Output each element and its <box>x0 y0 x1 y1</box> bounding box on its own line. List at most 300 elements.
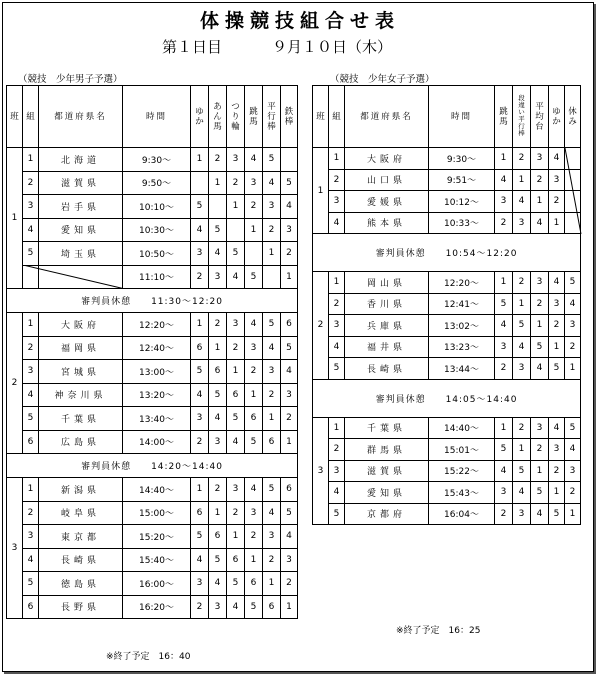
girls-rotation-cell: 1 <box>565 503 581 525</box>
boys-rotation-cell: 1 <box>281 595 298 619</box>
girls-rotation-cell: 1 <box>531 191 549 213</box>
boys-rotation-cell: 4 <box>245 148 263 172</box>
girls-rotation-cell: 4 <box>531 503 549 525</box>
boys-rotation-cell: 3 <box>191 407 209 431</box>
girls-rotation-cell <box>565 148 581 170</box>
girls-time-cell: 10:33～ <box>429 212 495 234</box>
girls-rotation-cell: 3 <box>565 460 581 482</box>
boys-rotation-cell: 4 <box>281 525 298 549</box>
girls-rotation-cell: 1 <box>513 169 531 191</box>
girls-rotation-cell: 2 <box>549 191 565 213</box>
boys-rotation-cell: 4 <box>263 501 281 525</box>
girls-pref-cell: 福井県 <box>345 336 429 358</box>
boys-rotation-cell: 2 <box>263 383 281 407</box>
boys-rotation-cell: 4 <box>227 265 245 289</box>
girls-judge-break: 審判員休憩 10:54～12:20 <box>313 234 581 272</box>
girls-rotation-cell: 2 <box>513 148 531 170</box>
boys-time-cell: 15:20～ <box>123 525 191 549</box>
girls-pref-cell: 長崎県 <box>345 358 429 380</box>
boys-rotation-cell: 4 <box>209 407 227 431</box>
boys-rotation-cell: 2 <box>245 195 263 219</box>
boys-pref-cell: 愛知県 <box>39 218 123 242</box>
table-row <box>7 383 298 407</box>
table-row <box>7 478 298 502</box>
boys-pref-header: 都道府県名 <box>39 86 123 148</box>
table-row <box>7 430 298 454</box>
boys-rotation-cell: 1 <box>209 171 227 195</box>
girls-rotation-cell: 3 <box>549 439 565 461</box>
table-row <box>7 407 298 431</box>
boys-rotation-cell: 5 <box>281 336 298 360</box>
boys-kumi-cell: 6 <box>23 595 39 619</box>
table-row <box>7 360 298 384</box>
girls-kumi-cell: 4 <box>329 482 345 504</box>
boys-pref-cell: 徳島県 <box>39 572 123 596</box>
boys-pref-cell: 宮城県 <box>39 360 123 384</box>
boys-time-cell: 16:00～ <box>123 572 191 596</box>
girls-rotation-cell: 2 <box>531 169 549 191</box>
girls-rotation-cell: 4 <box>531 212 549 234</box>
boys-rotation-cell: 6 <box>245 572 263 596</box>
girls-rotation-cell: 5 <box>495 293 513 315</box>
boys-han-cell: 3 <box>7 478 23 619</box>
girls-pref-cell: 大阪府 <box>345 148 429 170</box>
girls-kumi-cell: 2 <box>329 293 345 315</box>
girls-time-cell: 16:04～ <box>429 503 495 525</box>
boys-pref-cell <box>39 265 123 289</box>
girls-rotation-cell: 2 <box>549 315 565 337</box>
boys-rotation-cell: 3 <box>245 501 263 525</box>
girls-rotation-cell: 4 <box>495 169 513 191</box>
boys-apparatus-header-1: あん馬 <box>209 86 227 148</box>
page-title: 体操競技組合せ表 <box>199 10 400 32</box>
boys-time-cell: 9:50～ <box>123 171 191 195</box>
table-row <box>7 572 298 596</box>
boys-rotation-cell: 2 <box>281 572 298 596</box>
table-row <box>313 169 581 191</box>
boys-rotation-cell: 5 <box>209 548 227 572</box>
girls-apparatus-header-0: 跳馬 <box>495 86 513 148</box>
boys-rotation-cell: 1 <box>227 525 245 549</box>
table-row <box>313 148 581 170</box>
boys-pref-cell: 東京都 <box>39 525 123 549</box>
boys-time-cell: 13:00～ <box>123 360 191 384</box>
girls-rotation-cell: 2 <box>531 293 549 315</box>
boys-rotation-cell: 6 <box>281 478 298 502</box>
girls-rotation-cell: 3 <box>531 148 549 170</box>
boys-rotation-cell: 1 <box>191 148 209 172</box>
girls-schedule-table <box>312 85 581 525</box>
boys-han-cell: 2 <box>7 313 23 454</box>
boys-rotation-cell: 5 <box>191 195 209 219</box>
boys-judge-break: 審判員休憩 11:30～12:20 <box>7 289 298 313</box>
boys-kumi-header: 組 <box>23 86 39 148</box>
boys-kumi-cell: 5 <box>23 407 39 431</box>
girls-rotation-cell: 5 <box>565 417 581 439</box>
girls-kumi-cell: 1 <box>329 417 345 439</box>
boys-pref-cell: 千葉県 <box>39 407 123 431</box>
girls-rotation-cell: 4 <box>549 148 565 170</box>
boys-rotation-cell <box>191 171 209 195</box>
boys-rotation-cell: 3 <box>281 383 298 407</box>
table-row <box>7 195 298 219</box>
boys-rotation-cell: 4 <box>209 572 227 596</box>
boys-rotation-cell: 2 <box>245 525 263 549</box>
boys-rotation-cell: 6 <box>209 525 227 549</box>
girls-time-cell: 15:01～ <box>429 439 495 461</box>
girls-rotation-cell: 1 <box>495 272 513 294</box>
girls-rotation-cell: 4 <box>513 482 531 504</box>
table-row <box>313 191 581 213</box>
boys-rotation-cell: 2 <box>191 595 209 619</box>
girls-rotation-cell: 4 <box>565 439 581 461</box>
boys-rotation-cell: 3 <box>209 430 227 454</box>
girls-han-header: 班 <box>313 86 329 148</box>
girls-rotation-cell: 3 <box>495 336 513 358</box>
boys-rotation-cell: 1 <box>281 265 298 289</box>
boys-rotation-cell: 1 <box>209 336 227 360</box>
girls-kumi-cell: 1 <box>329 148 345 170</box>
boys-rotation-cell: 3 <box>191 572 209 596</box>
boys-rotation-cell: 5 <box>263 313 281 337</box>
table-row <box>7 336 298 360</box>
girls-rotation-cell: 5 <box>549 503 565 525</box>
boys-rotation-cell: 3 <box>227 313 245 337</box>
boys-rotation-cell: 5 <box>227 572 245 596</box>
table-row <box>7 595 298 619</box>
boys-rotation-cell: 1 <box>191 313 209 337</box>
boys-rotation-cell <box>263 265 281 289</box>
boys-rotation-cell: 2 <box>227 336 245 360</box>
boys-rotation-cell: 1 <box>263 407 281 431</box>
boys-rotation-cell: 3 <box>263 195 281 219</box>
boys-rotation-cell: 3 <box>245 171 263 195</box>
boys-rotation-cell: 2 <box>209 478 227 502</box>
girls-time-cell: 14:40～ <box>429 417 495 439</box>
boys-time-cell: 9:30～ <box>123 148 191 172</box>
table-row <box>313 358 581 380</box>
boys-pref-cell: 岩手県 <box>39 195 123 219</box>
boys-rotation-cell: 4 <box>227 595 245 619</box>
boys-rotation-cell: 6 <box>281 313 298 337</box>
boys-pref-cell: 福岡県 <box>39 336 123 360</box>
girls-rotation-cell: 3 <box>513 503 531 525</box>
boys-rotation-cell: 4 <box>191 383 209 407</box>
girls-rotation-cell: 2 <box>549 460 565 482</box>
boys-rotation-cell: 1 <box>245 218 263 242</box>
girls-rotation-cell: 3 <box>495 482 513 504</box>
boys-rotation-cell: 5 <box>281 501 298 525</box>
girls-rotation-cell: 3 <box>565 315 581 337</box>
boys-kumi-cell: 5 <box>23 242 39 266</box>
girls-time-cell: 15:43～ <box>429 482 495 504</box>
boys-rotation-cell: 1 <box>227 360 245 384</box>
boys-pref-cell: 神奈川県 <box>39 383 123 407</box>
boys-rotation-cell: 3 <box>263 360 281 384</box>
table-row <box>7 242 298 266</box>
girls-pref-cell: 滋賀県 <box>345 460 429 482</box>
boys-kumi-cell: 1 <box>23 148 39 172</box>
boys-rotation-cell: 4 <box>209 242 227 266</box>
boys-apparatus-header-5: 鉄棒 <box>281 86 298 148</box>
table-row <box>313 293 581 315</box>
girls-rotation-cell: 2 <box>513 272 531 294</box>
boys-rotation-cell: 1 <box>263 242 281 266</box>
girls-time-cell: 15:22～ <box>429 460 495 482</box>
table-row <box>313 417 581 439</box>
girls-rotation-cell: 2 <box>495 503 513 525</box>
boys-rotation-cell: 1 <box>263 572 281 596</box>
boys-kumi-cell: 1 <box>23 478 39 502</box>
girls-rotation-cell: 5 <box>531 336 549 358</box>
girls-kumi-cell: 5 <box>329 358 345 380</box>
boys-time-cell: 10:50～ <box>123 242 191 266</box>
boys-rotation-cell: 5 <box>245 595 263 619</box>
boys-schedule-table <box>6 85 298 619</box>
girls-pref-cell: 群馬県 <box>345 439 429 461</box>
girls-rotation-cell: 2 <box>513 417 531 439</box>
girls-rotation-cell: 3 <box>549 169 565 191</box>
boys-rotation-cell: 2 <box>191 430 209 454</box>
boys-rotation-cell: 2 <box>209 313 227 337</box>
boys-rotation-cell: 5 <box>191 360 209 384</box>
girls-kumi-cell: 2 <box>329 169 345 191</box>
boys-rotation-cell: 3 <box>209 265 227 289</box>
girls-time-cell: 10:12～ <box>429 191 495 213</box>
boys-rotation-cell: 5 <box>281 171 298 195</box>
boys-rotation-cell: 6 <box>191 501 209 525</box>
boys-rotation-cell: 4 <box>227 430 245 454</box>
boys-rotation-cell: 1 <box>227 195 245 219</box>
girls-rotation-cell: 3 <box>531 417 549 439</box>
boys-kumi-cell: 4 <box>23 383 39 407</box>
boys-rotation-cell: 1 <box>245 383 263 407</box>
boys-kumi-cell <box>23 265 39 289</box>
girls-han-cell: 2 <box>313 272 329 380</box>
boys-rotation-cell: 3 <box>227 478 245 502</box>
table-row <box>313 460 581 482</box>
boys-kumi-cell: 2 <box>23 171 39 195</box>
boys-rotation-cell: 4 <box>281 195 298 219</box>
girls-rotation-cell: 1 <box>565 358 581 380</box>
girls-pref-cell: 兵庫県 <box>345 315 429 337</box>
boys-kumi-cell: 2 <box>23 336 39 360</box>
boys-time-header: 時間 <box>123 86 191 148</box>
girls-rotation-cell: 1 <box>549 482 565 504</box>
girls-time-cell: 9:30～ <box>429 148 495 170</box>
boys-rotation-cell: 3 <box>245 336 263 360</box>
girls-pref-cell: 愛知県 <box>345 482 429 504</box>
boys-rotation-cell: 2 <box>263 218 281 242</box>
girls-rotation-cell: 2 <box>531 439 549 461</box>
boys-caption: （競技 少年男子予選） <box>18 74 123 85</box>
boys-pref-cell: 埼玉県 <box>39 242 123 266</box>
boys-pref-cell: 北海道 <box>39 148 123 172</box>
boys-apparatus-header-3: 跳馬 <box>245 86 263 148</box>
boys-end-note: ※終了予定 16：40 <box>106 652 191 662</box>
boys-rotation-cell: 4 <box>191 218 209 242</box>
boys-kumi-cell: 5 <box>23 572 39 596</box>
girls-pref-cell: 山口県 <box>345 169 429 191</box>
boys-rotation-cell: 6 <box>209 360 227 384</box>
boys-rotation-cell: 4 <box>245 478 263 502</box>
girls-rotation-cell: 4 <box>549 272 565 294</box>
girls-rotation-cell: 2 <box>565 336 581 358</box>
boys-rotation-cell: 2 <box>245 360 263 384</box>
boys-time-cell: 14:00～ <box>123 430 191 454</box>
boys-rotation-cell: 1 <box>191 478 209 502</box>
boys-rotation-cell: 2 <box>191 265 209 289</box>
boys-rotation-cell: 3 <box>209 595 227 619</box>
boys-apparatus-header-0: ゆか <box>191 86 209 148</box>
boys-han-header: 班 <box>7 86 23 148</box>
boys-pref-cell: 大阪府 <box>39 313 123 337</box>
girls-rotation-cell: 2 <box>565 482 581 504</box>
boys-time-cell: 10:10～ <box>123 195 191 219</box>
boys-han-cell: 1 <box>7 148 23 289</box>
girls-kumi-cell: 3 <box>329 315 345 337</box>
girls-pref-cell: 千葉県 <box>345 417 429 439</box>
boys-rotation-cell: 5 <box>209 218 227 242</box>
girls-apparatus-header-2: 平均台 <box>531 86 549 148</box>
girls-rotation-cell: 4 <box>513 191 531 213</box>
girls-end-note: ※終了予定 16：25 <box>396 626 481 636</box>
boys-rotation-cell: 4 <box>245 313 263 337</box>
girls-time-cell: 13:44～ <box>429 358 495 380</box>
girls-rotation-cell <box>565 191 581 213</box>
table-row <box>7 501 298 525</box>
table-row <box>313 272 581 294</box>
boys-time-cell: 15:00～ <box>123 501 191 525</box>
girls-rotation-cell: 5 <box>549 358 565 380</box>
girls-time-cell: 9:51～ <box>429 169 495 191</box>
table-row <box>7 218 298 242</box>
day-label: 第１日目 <box>162 38 223 56</box>
boys-rotation-cell: 1 <box>209 501 227 525</box>
girls-rotation-cell: 4 <box>495 315 513 337</box>
boys-rotation-cell: 5 <box>191 525 209 549</box>
boys-rotation-cell <box>209 195 227 219</box>
girls-time-header: 時間 <box>429 86 495 148</box>
table-row <box>7 148 298 172</box>
girls-pref-cell: 岡山県 <box>345 272 429 294</box>
girls-rotation-cell: 2 <box>495 358 513 380</box>
table-row <box>7 171 298 195</box>
table-row <box>313 212 581 234</box>
boys-rotation-cell: 3 <box>281 548 298 572</box>
table-row <box>7 548 298 572</box>
boys-rotation-cell: 6 <box>263 595 281 619</box>
boys-apparatus-header-4: 平行棒 <box>263 86 281 148</box>
girls-rotation-cell: 5 <box>565 272 581 294</box>
girls-rotation-cell: 5 <box>513 460 531 482</box>
girls-kumi-cell: 1 <box>329 272 345 294</box>
table-row <box>7 265 298 289</box>
boys-kumi-cell: 3 <box>23 525 39 549</box>
boys-rotation-cell: 6 <box>227 383 245 407</box>
boys-kumi-cell: 6 <box>23 430 39 454</box>
boys-rotation-cell: 1 <box>245 548 263 572</box>
table-row <box>313 439 581 461</box>
girls-judge-break: 審判員休憩 14:05～14:40 <box>313 379 581 417</box>
date-label: ９月１０日（木） <box>272 38 393 56</box>
boys-rotation-cell: 4 <box>281 360 298 384</box>
girls-time-cell: 13:02～ <box>429 315 495 337</box>
girls-han-cell: 1 <box>313 148 329 234</box>
girls-time-cell: 12:41～ <box>429 293 495 315</box>
boys-kumi-cell: 2 <box>23 501 39 525</box>
table-row <box>7 525 298 549</box>
boys-pref-cell: 長崎県 <box>39 548 123 572</box>
boys-rotation-cell <box>227 218 245 242</box>
girls-kumi-cell: 5 <box>329 503 345 525</box>
girls-rotation-cell <box>565 212 581 234</box>
girls-rotation-cell: 5 <box>495 439 513 461</box>
boys-rotation-cell: 2 <box>281 242 298 266</box>
girls-time-cell: 12:20～ <box>429 272 495 294</box>
boys-time-cell: 10:30～ <box>123 218 191 242</box>
table-row <box>313 315 581 337</box>
girls-pref-cell: 京都府 <box>345 503 429 525</box>
girls-rotation-cell: 4 <box>531 358 549 380</box>
girls-rotation-cell: 1 <box>531 315 549 337</box>
girls-rotation-cell: 3 <box>513 358 531 380</box>
boys-time-cell: 12:20～ <box>123 313 191 337</box>
boys-rotation-cell <box>245 242 263 266</box>
boys-rotation-cell: 6 <box>245 407 263 431</box>
girls-rotation-cell: 4 <box>565 293 581 315</box>
boys-rotation-cell: 3 <box>227 148 245 172</box>
girls-kumi-cell: 3 <box>329 191 345 213</box>
table-row <box>313 503 581 525</box>
boys-rotation-cell: 6 <box>227 548 245 572</box>
boys-rotation-cell: 2 <box>281 407 298 431</box>
girls-rotation-cell: 5 <box>531 482 549 504</box>
girls-kumi-header: 組 <box>329 86 345 148</box>
boys-time-cell: 11:10～ <box>123 265 191 289</box>
boys-time-cell: 13:20～ <box>123 383 191 407</box>
girls-rotation-cell: 2 <box>495 212 513 234</box>
girls-rotation-cell: 1 <box>531 460 549 482</box>
boys-kumi-cell: 3 <box>23 195 39 219</box>
boys-rotation-cell: 4 <box>263 336 281 360</box>
girls-kumi-cell: 4 <box>329 212 345 234</box>
girls-apparatus-header-4: 休み <box>565 86 581 148</box>
girls-kumi-cell: 4 <box>329 336 345 358</box>
boys-rotation-cell: 5 <box>245 430 263 454</box>
girls-rotation-cell: 1 <box>513 439 531 461</box>
girls-han-cell: 3 <box>313 417 329 525</box>
boys-rotation-cell: 2 <box>227 501 245 525</box>
girls-rotation-cell: 1 <box>549 212 565 234</box>
girls-pref-cell: 愛媛県 <box>345 191 429 213</box>
boys-rotation-cell: 5 <box>245 265 263 289</box>
boys-rotation-cell: 3 <box>281 218 298 242</box>
table-row <box>313 336 581 358</box>
girls-apparatus-header-1: 段違い平行棒 <box>513 86 531 148</box>
girls-caption: （競技 少年女子予選） <box>330 74 435 85</box>
girls-rotation-cell: 3 <box>495 191 513 213</box>
girls-rotation-cell: 3 <box>513 212 531 234</box>
boys-time-cell: 12:40～ <box>123 336 191 360</box>
boys-time-cell: 13:40～ <box>123 407 191 431</box>
girls-rotation-cell: 1 <box>495 417 513 439</box>
girls-time-cell: 13:23～ <box>429 336 495 358</box>
boys-kumi-cell: 4 <box>23 218 39 242</box>
boys-rotation-cell: 2 <box>209 148 227 172</box>
girls-pref-cell: 熊本県 <box>345 212 429 234</box>
girls-kumi-cell: 3 <box>329 460 345 482</box>
